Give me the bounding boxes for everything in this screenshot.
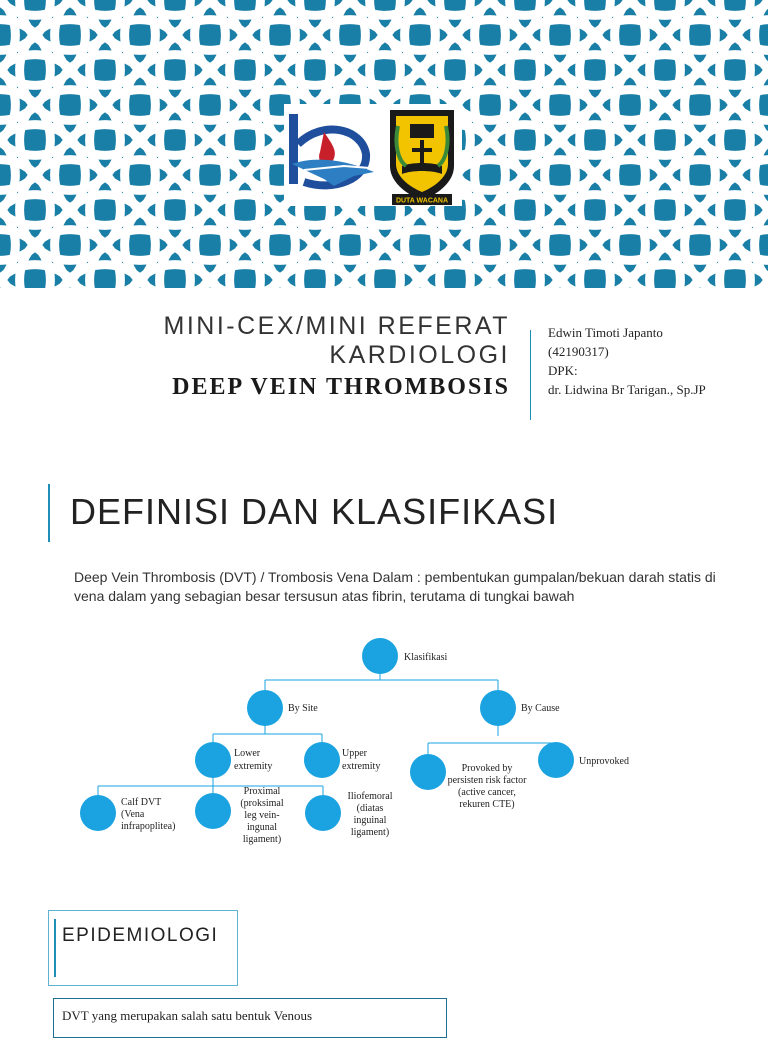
node-provoked: [410, 754, 446, 790]
node-klasifikasi: [362, 638, 398, 674]
epidemiologi-title: EPIDEMIOLOGI: [62, 925, 219, 946]
node-by-site: [247, 690, 283, 726]
label-calf-1: Calf DVT: [121, 797, 162, 808]
label-provoked-2: persisten risk factor: [447, 775, 527, 786]
epidemiologi-accent-bar: [54, 919, 56, 977]
title-line-2: KARDIOLOGI: [329, 341, 510, 369]
epidemiologi-text-line: DVT yang merupakan salah satu bentuk Venous: [62, 1008, 313, 1023]
label-provoked-1: Provoked by: [461, 763, 513, 774]
main-title: DEEP VEIN THROMBOSIS: [172, 374, 510, 400]
label-ilio-1: Iliofemoral: [347, 791, 393, 802]
node-iliofemoral: [305, 795, 341, 831]
label-provoked-3: (active cancer,: [458, 787, 516, 798]
section-title: DEFINISI DAN KLASIFIKASI: [70, 491, 559, 532]
node-by-cause: [480, 690, 516, 726]
label-upper-2: extremity: [342, 761, 381, 772]
author-id: (42190317): [548, 344, 609, 359]
epidemiologi-title-box: [48, 910, 238, 986]
label-upper-1: Upper: [342, 748, 367, 759]
label-proximal-5: ligament): [242, 834, 282, 845]
label-by-cause: By Cause: [521, 703, 560, 714]
label-proximal-4: ingunal: [247, 822, 277, 833]
node-calf-dvt: [80, 795, 116, 831]
node-lower-extremity: [195, 742, 231, 778]
label-proximal-1: Proximal: [243, 786, 281, 797]
label-unprovoked: Unprovoked: [579, 756, 629, 767]
label-calf-3: infrapoplitea): [121, 821, 176, 832]
label-calf-2: (Vena: [121, 809, 145, 820]
label-lower-2: extremity: [234, 761, 273, 772]
label-ilio-2: (diatas: [356, 803, 384, 814]
label-by-site: By Site: [288, 703, 318, 714]
label-ilio-4: ligament): [350, 827, 390, 838]
label-klasifikasi: Klasifikasi: [404, 652, 448, 663]
logo-caption: DUTA WACANA: [395, 197, 449, 205]
node-upper-extremity: [304, 742, 340, 778]
dpk-name: dr. Lidwina Br Tarigan., Sp.JP: [548, 382, 706, 397]
author-name: Edwin Timoti Japanto: [548, 325, 663, 340]
label-provoked-4: rekuren CTE): [459, 799, 515, 810]
label-ilio-3: inguinal: [353, 815, 387, 826]
label-lower-1: Lower: [234, 748, 261, 759]
label-proximal-3: leg vein-: [244, 810, 280, 821]
dpk-label: DPK:: [548, 363, 578, 378]
node-proximal: [195, 793, 231, 829]
node-unprovoked: [538, 742, 574, 778]
epidemiologi-text: [53, 998, 447, 1038]
label-proximal-2: (proksimal: [240, 798, 284, 809]
title-line-1: MINI-CEX/MINI REFERAT: [163, 312, 510, 340]
definition-text: Deep Vein Thrombosis (DVT) / Trombosis Vena Dalam : pembentukan gumpalan/bekuan darah statis di vena dalam yang sebagian besar tersusun atas fibrin, terutama di tungkai bawah: [74, 569, 716, 604]
